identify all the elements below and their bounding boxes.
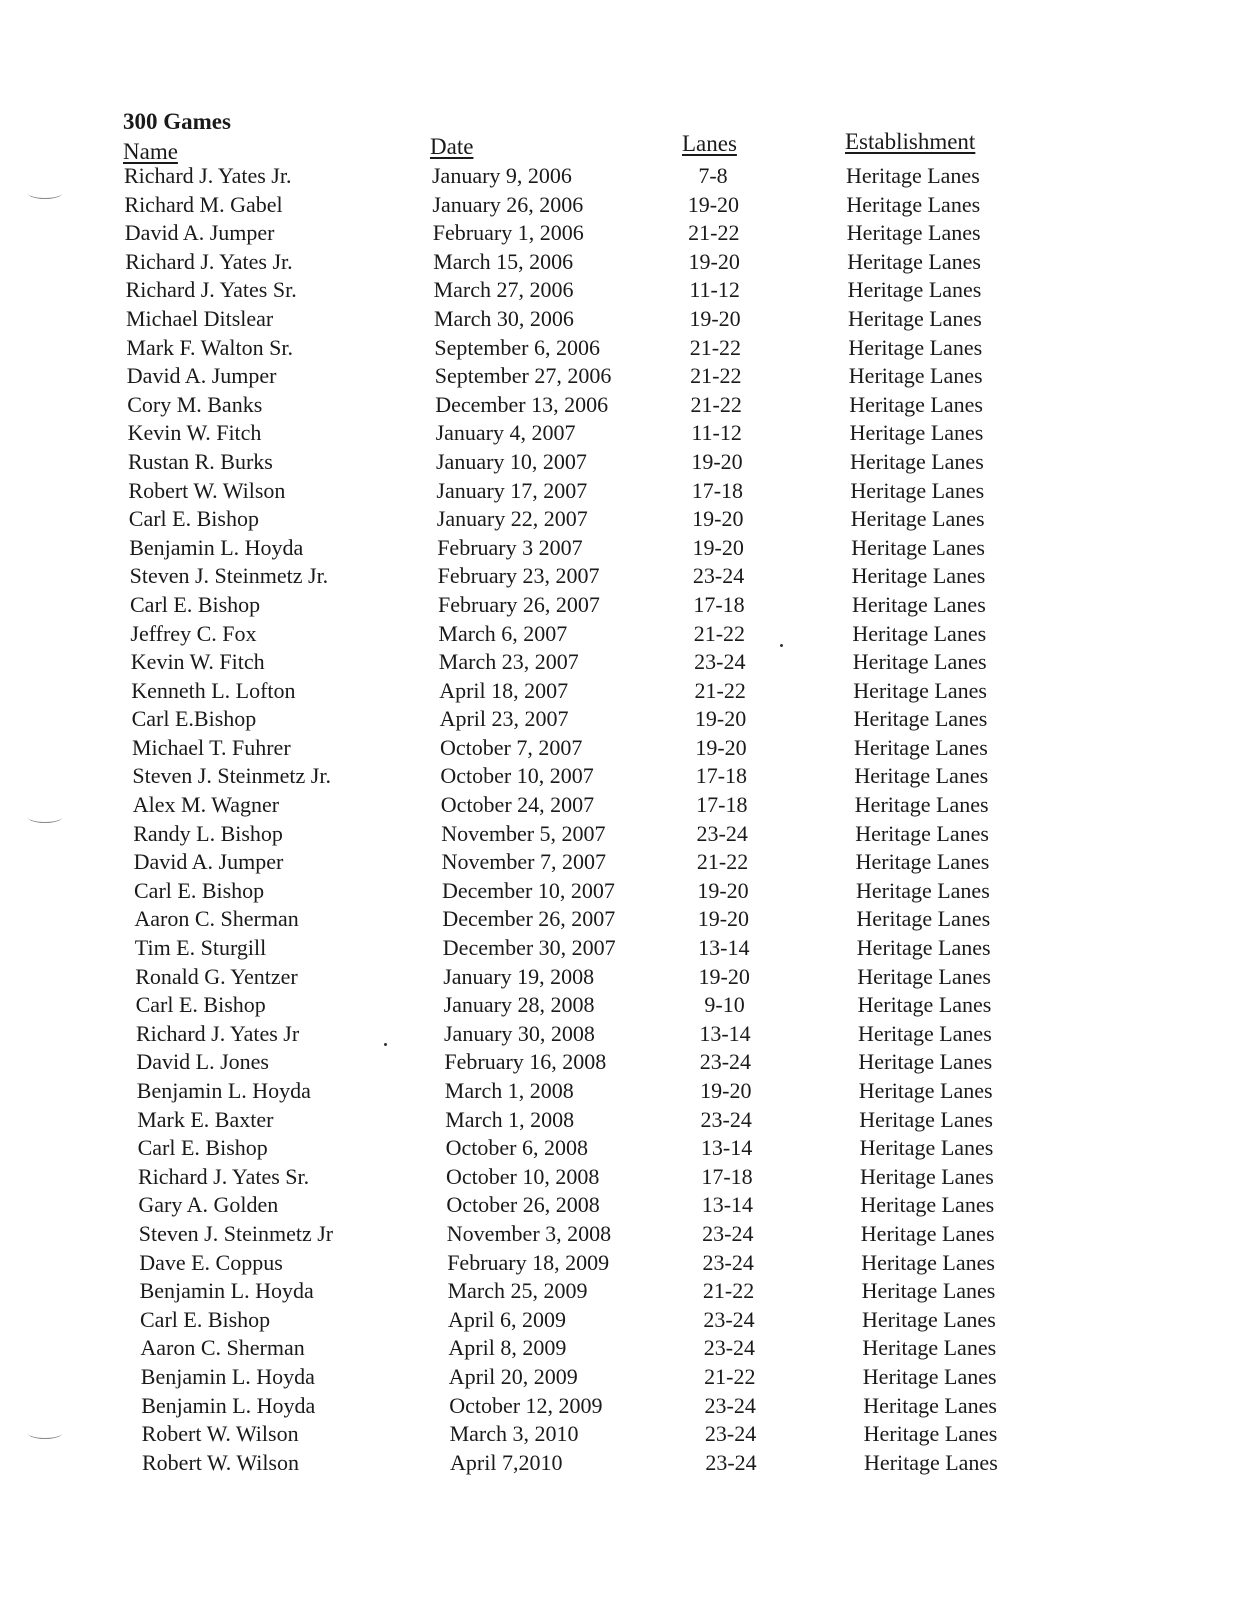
date-cell: January 22, 2007 xyxy=(436,506,588,532)
name-cell: Jeffrey C. Fox xyxy=(130,620,257,646)
table-row xyxy=(2,334,1245,363)
lanes-cell: 23-24 xyxy=(692,563,745,589)
establishment-cell: Heritage Lanes xyxy=(853,706,988,732)
table-row xyxy=(16,1334,1245,1363)
date-cell: December 30, 2007 xyxy=(442,935,616,961)
date-cell: April 7,2010 xyxy=(450,1449,563,1475)
table-row xyxy=(4,419,1245,448)
date-cell: October 6, 2008 xyxy=(445,1135,588,1161)
lanes-cell: 23-24 xyxy=(702,1220,754,1246)
lanes-cell: 13-14 xyxy=(699,1020,751,1046)
date-cell: October 26, 2008 xyxy=(446,1192,600,1218)
lanes-cell: 19-20 xyxy=(688,248,740,274)
table-row xyxy=(14,1163,1245,1192)
establishment-cell: Heritage Lanes xyxy=(847,248,981,274)
name-cell: Robert W. Wilson xyxy=(142,1449,299,1475)
lanes-cell: 19-20 xyxy=(697,877,749,903)
date-cell: November 5, 2007 xyxy=(441,820,606,846)
establishment-cell: Heritage Lanes xyxy=(852,649,987,675)
date-cell: April 23, 2007 xyxy=(439,706,569,732)
establishment-cell: Heritage Lanes xyxy=(864,1449,998,1475)
establishment-cell: Heritage Lanes xyxy=(853,677,987,703)
lanes-cell: 19-20 xyxy=(692,534,744,560)
date-cell: March 25, 2009 xyxy=(447,1278,588,1304)
table-row xyxy=(12,1048,1245,1077)
table-row xyxy=(6,591,1245,620)
table-row xyxy=(13,1077,1245,1106)
column-header-date: Date xyxy=(430,134,474,159)
establishment-cell: Heritage Lanes xyxy=(863,1392,997,1418)
name-cell: Cory M. Banks xyxy=(127,391,263,417)
name-cell: Richard J. Yates Jr. xyxy=(124,163,292,188)
table-row xyxy=(16,1277,1245,1306)
name-cell: Mark E. Baxter xyxy=(137,1106,274,1132)
establishment-cell: Heritage Lanes xyxy=(848,305,982,331)
date-cell: October 24, 2007 xyxy=(440,792,595,818)
date-cell: January 26, 2006 xyxy=(432,191,584,217)
name-cell: David L. Jones xyxy=(136,1049,269,1075)
name-cell: Randy L. Bishop xyxy=(133,820,283,846)
table-row xyxy=(17,1363,1245,1392)
date-cell: April 6, 2009 xyxy=(448,1306,566,1332)
lanes-cell: 23-24 xyxy=(703,1335,756,1361)
name-cell: Benjamin L. Hoyda xyxy=(129,534,304,560)
establishment-cell: Heritage Lanes xyxy=(854,763,989,789)
date-cell: February 26, 2007 xyxy=(438,591,600,617)
table-row xyxy=(15,1220,1245,1249)
lanes-cell: 21-22 xyxy=(696,849,749,875)
name-cell: Robert W. Wilson xyxy=(141,1421,299,1447)
establishment-cell: Heritage Lanes xyxy=(856,935,991,961)
date-cell: September 27, 2006 xyxy=(434,363,612,389)
table-row xyxy=(14,1134,1245,1163)
establishment-cell: Heritage Lanes xyxy=(860,1220,995,1246)
lanes-cell: 7-8 xyxy=(698,163,728,188)
table-row xyxy=(17,1392,1245,1421)
table-row xyxy=(3,391,1245,420)
date-cell: November 7, 2007 xyxy=(441,849,606,875)
name-cell: Richard J. Yates Jr xyxy=(136,1020,300,1046)
table-row xyxy=(1,248,1245,277)
date-cell: December 13, 2006 xyxy=(435,391,609,417)
date-cell: March 6, 2007 xyxy=(438,620,568,646)
establishment-cell: Heritage Lanes xyxy=(857,963,991,989)
date-cell: April 20, 2009 xyxy=(448,1363,578,1389)
name-cell: Carl E. Bishop xyxy=(128,506,259,532)
table-row xyxy=(3,362,1245,391)
establishment-cell: Heritage Lanes xyxy=(859,1106,993,1132)
lanes-cell: 11-12 xyxy=(691,420,742,446)
table-row xyxy=(9,791,1245,820)
name-cell: Benjamin L. Hoyda xyxy=(140,1363,315,1389)
establishment-cell: Heritage Lanes xyxy=(858,1078,993,1103)
lanes-cell: 19-20 xyxy=(697,906,750,932)
lanes-cell: 23-24 xyxy=(705,1449,757,1475)
name-cell: David A. Jumper xyxy=(126,363,277,389)
name-cell: Aaron C. Sherman xyxy=(140,1335,305,1361)
table-row xyxy=(10,905,1245,934)
lanes-cell: 23-24 xyxy=(703,1306,755,1332)
establishment-cell: Heritage Lanes xyxy=(861,1249,995,1275)
establishment-cell: Heritage Lanes xyxy=(852,620,987,646)
establishment-cell: Heritage Lanes xyxy=(860,1192,995,1218)
establishment-cell: Heritage Lanes xyxy=(860,1163,994,1189)
table-row xyxy=(6,620,1245,649)
name-cell: Steven J. Steinmetz Jr. xyxy=(129,563,329,589)
name-cell: Kevin W. Fitch xyxy=(127,420,262,446)
establishment-cell: Heritage Lanes xyxy=(846,220,981,246)
lanes-cell: 19-20 xyxy=(694,706,747,732)
table-row xyxy=(0,162,1245,191)
name-cell: Carl E. Bishop xyxy=(134,877,265,903)
games-table xyxy=(0,162,1245,1477)
date-cell: March 23, 2007 xyxy=(438,649,579,675)
name-cell: Richard J. Yates Jr. xyxy=(125,248,293,274)
date-cell: January 30, 2008 xyxy=(444,1020,595,1046)
date-cell: March 3, 2010 xyxy=(449,1421,579,1447)
name-cell: Robert W. Wilson xyxy=(128,477,286,503)
establishment-cell: Heritage Lanes xyxy=(851,563,986,589)
name-cell: Alex M. Wagner xyxy=(132,792,280,818)
lanes-cell: 19-20 xyxy=(692,506,744,532)
name-cell: Richard M. Gabel xyxy=(124,191,283,217)
name-cell: Carl E. Bishop xyxy=(130,591,261,617)
date-cell: March 15, 2006 xyxy=(433,248,574,274)
establishment-cell: Heritage Lanes xyxy=(846,163,980,188)
date-cell: February 23, 2007 xyxy=(437,563,600,589)
column-header-lanes: Lanes xyxy=(682,131,737,156)
name-cell: Carl E.Bishop xyxy=(131,706,257,732)
table-row xyxy=(10,877,1245,906)
establishment-cell: Heritage Lanes xyxy=(861,1278,996,1304)
lanes-cell: 21-22 xyxy=(704,1363,756,1389)
date-cell: October 10, 2008 xyxy=(446,1163,600,1189)
table-row xyxy=(1,219,1245,248)
lanes-cell: 23-24 xyxy=(702,1249,754,1275)
date-cell: March 30, 2006 xyxy=(434,305,574,331)
lanes-cell: 17-18 xyxy=(691,477,744,503)
name-cell: Gary A. Golden xyxy=(138,1192,279,1218)
lanes-cell: 19-20 xyxy=(695,734,747,760)
table-row xyxy=(8,734,1245,763)
name-cell: Benjamin L. Hoyda xyxy=(136,1078,311,1103)
date-cell: April 18, 2007 xyxy=(439,677,569,703)
establishment-cell: Heritage Lanes xyxy=(862,1306,996,1332)
name-cell: Mark F. Walton Sr. xyxy=(126,334,293,360)
lanes-cell: 21-22 xyxy=(694,677,746,703)
establishment-cell: Heritage Lanes xyxy=(856,877,990,903)
name-cell: Benjamin L. Hoyda xyxy=(141,1392,316,1418)
lanes-cell: 19-20 xyxy=(689,305,741,331)
establishment-cell: Heritage Lanes xyxy=(854,734,988,760)
establishment-cell: Heritage Lanes xyxy=(849,420,984,446)
name-cell: Steven J. Steinmetz Jr xyxy=(138,1220,334,1246)
name-cell: Kevin W. Fitch xyxy=(130,649,265,675)
lanes-cell: 19-20 xyxy=(700,1078,752,1103)
table-row xyxy=(6,562,1245,591)
date-cell: February 1, 2006 xyxy=(432,220,584,246)
table-row xyxy=(5,505,1245,534)
name-cell: David A. Jumper xyxy=(124,220,275,246)
date-cell: January 10, 2007 xyxy=(436,448,587,474)
establishment-cell: Heritage Lanes xyxy=(849,391,983,417)
lanes-cell: 9-10 xyxy=(704,992,745,1018)
table-row xyxy=(5,534,1245,563)
date-cell: February 18, 2009 xyxy=(447,1249,610,1275)
lanes-cell: 21-22 xyxy=(690,363,742,389)
establishment-cell: Heritage Lanes xyxy=(863,1421,998,1447)
name-cell: Carl E. Bishop xyxy=(135,992,266,1018)
date-cell: March 27, 2006 xyxy=(433,277,574,303)
establishment-cell: Heritage Lanes xyxy=(859,1135,994,1161)
table-row xyxy=(8,705,1245,734)
table-row xyxy=(8,762,1245,791)
establishment-cell: Heritage Lanes xyxy=(850,506,985,532)
date-cell: October 12, 2009 xyxy=(449,1392,603,1418)
table-row xyxy=(13,1106,1245,1135)
table-row xyxy=(11,963,1245,992)
lanes-cell: 23-24 xyxy=(704,1421,757,1447)
lanes-cell: 11-12 xyxy=(689,277,740,303)
establishment-cell: Heritage Lanes xyxy=(846,191,981,217)
date-cell: March 1, 2008 xyxy=(444,1078,574,1103)
table-row xyxy=(4,448,1245,477)
lanes-cell: 19-20 xyxy=(698,963,750,989)
lanes-cell: 21-22 xyxy=(690,391,742,417)
table-row xyxy=(10,848,1245,877)
table-row xyxy=(16,1306,1245,1335)
name-cell: Rustan R. Burks xyxy=(128,448,273,474)
date-cell: March 1, 2008 xyxy=(445,1106,575,1132)
table-row xyxy=(11,934,1245,963)
date-cell: January 19, 2008 xyxy=(443,963,595,989)
establishment-cell: Heritage Lanes xyxy=(855,849,990,875)
lanes-cell: 17-18 xyxy=(695,763,748,789)
date-cell: February 16, 2008 xyxy=(444,1049,607,1075)
lanes-cell: 23-24 xyxy=(699,1049,752,1075)
table-row xyxy=(9,820,1245,849)
lanes-cell: 21-22 xyxy=(702,1278,755,1304)
date-cell: January 4, 2007 xyxy=(435,420,576,446)
lanes-cell: 17-18 xyxy=(701,1163,753,1189)
establishment-cell: Heritage Lanes xyxy=(858,1049,993,1075)
date-cell: February 3 2007 xyxy=(437,534,583,560)
name-cell: Kenneth L. Lofton xyxy=(131,677,296,703)
establishment-cell: Heritage Lanes xyxy=(848,363,983,389)
table-row xyxy=(18,1420,1245,1449)
lanes-cell: 13-14 xyxy=(701,1192,754,1218)
establishment-cell: Heritage Lanes xyxy=(851,534,985,560)
establishment-cell: Heritage Lanes xyxy=(862,1335,997,1361)
establishment-cell: Heritage Lanes xyxy=(848,334,983,360)
date-cell: December 26, 2007 xyxy=(442,906,616,932)
establishment-cell: Heritage Lanes xyxy=(855,820,989,846)
lanes-cell: 17-18 xyxy=(696,792,748,818)
date-cell: January 9, 2006 xyxy=(432,163,572,188)
table-row xyxy=(12,991,1245,1020)
table-row xyxy=(2,305,1245,334)
name-cell: Carl E. Bishop xyxy=(137,1135,268,1161)
date-cell: December 10, 2007 xyxy=(442,877,615,903)
lanes-cell: 23-24 xyxy=(700,1106,752,1132)
name-cell: Richard J. Yates Sr. xyxy=(138,1163,310,1189)
name-cell: Tim E. Sturgill xyxy=(134,935,267,961)
column-header-name: Name xyxy=(123,139,178,164)
name-cell: Michael T. Fuhrer xyxy=(132,734,291,760)
table-row xyxy=(7,648,1245,677)
establishment-cell: Heritage Lanes xyxy=(850,477,985,503)
date-cell: April 8, 2009 xyxy=(448,1335,567,1361)
table-row xyxy=(0,191,1245,220)
date-cell: September 6, 2006 xyxy=(434,334,600,360)
date-cell: November 3, 2008 xyxy=(446,1220,612,1246)
establishment-cell: Heritage Lanes xyxy=(857,992,992,1018)
table-row xyxy=(14,1191,1245,1220)
name-cell: Benjamin L. Hoyda xyxy=(139,1278,314,1304)
establishment-cell: Heritage Lanes xyxy=(858,1020,992,1046)
name-cell: Richard J. Yates Sr. xyxy=(125,277,297,303)
name-cell: Ronald G. Yentzer xyxy=(135,963,298,989)
table-row xyxy=(12,1020,1245,1049)
date-cell: January 17, 2007 xyxy=(436,477,588,503)
column-header-establishment: Establishment xyxy=(845,129,976,154)
date-cell: October 7, 2007 xyxy=(440,734,583,760)
establishment-cell: Heritage Lanes xyxy=(850,448,984,474)
name-cell: Dave E. Coppus xyxy=(139,1249,283,1275)
table-row xyxy=(15,1249,1245,1278)
establishment-cell: Heritage Lanes xyxy=(856,906,991,932)
name-cell: Carl E. Bishop xyxy=(140,1306,271,1332)
table-row xyxy=(18,1449,1245,1478)
name-cell: Steven J. Steinmetz Jr. xyxy=(132,763,331,789)
lanes-cell: 19-20 xyxy=(691,448,743,474)
lanes-cell: 13-14 xyxy=(700,1135,753,1161)
lanes-cell: 21-22 xyxy=(689,334,742,360)
lanes-cell: 21-22 xyxy=(688,220,740,246)
lanes-cell: 23-24 xyxy=(704,1392,756,1418)
name-cell: Michael Ditslear xyxy=(126,305,274,331)
name-cell: David A. Jumper xyxy=(133,849,284,875)
establishment-cell: Heritage Lanes xyxy=(862,1363,997,1389)
lanes-cell: 21-22 xyxy=(693,620,746,646)
name-cell: Aaron C. Sherman xyxy=(134,906,299,932)
date-cell: October 10, 2007 xyxy=(440,763,594,789)
table-row xyxy=(4,477,1245,506)
table-row xyxy=(7,677,1245,706)
establishment-cell: Heritage Lanes xyxy=(854,792,989,818)
establishment-cell: Heritage Lanes xyxy=(847,277,982,303)
table-row xyxy=(2,276,1245,305)
page-title: 300 Games xyxy=(123,109,231,134)
lanes-cell: 23-24 xyxy=(694,649,746,675)
lanes-cell: 23-24 xyxy=(696,820,748,846)
lanes-cell: 17-18 xyxy=(693,591,745,617)
date-cell: January 28, 2008 xyxy=(443,992,595,1018)
lanes-cell: 19-20 xyxy=(687,191,740,217)
establishment-cell: Heritage Lanes xyxy=(852,591,986,617)
lanes-cell: 13-14 xyxy=(698,935,750,961)
